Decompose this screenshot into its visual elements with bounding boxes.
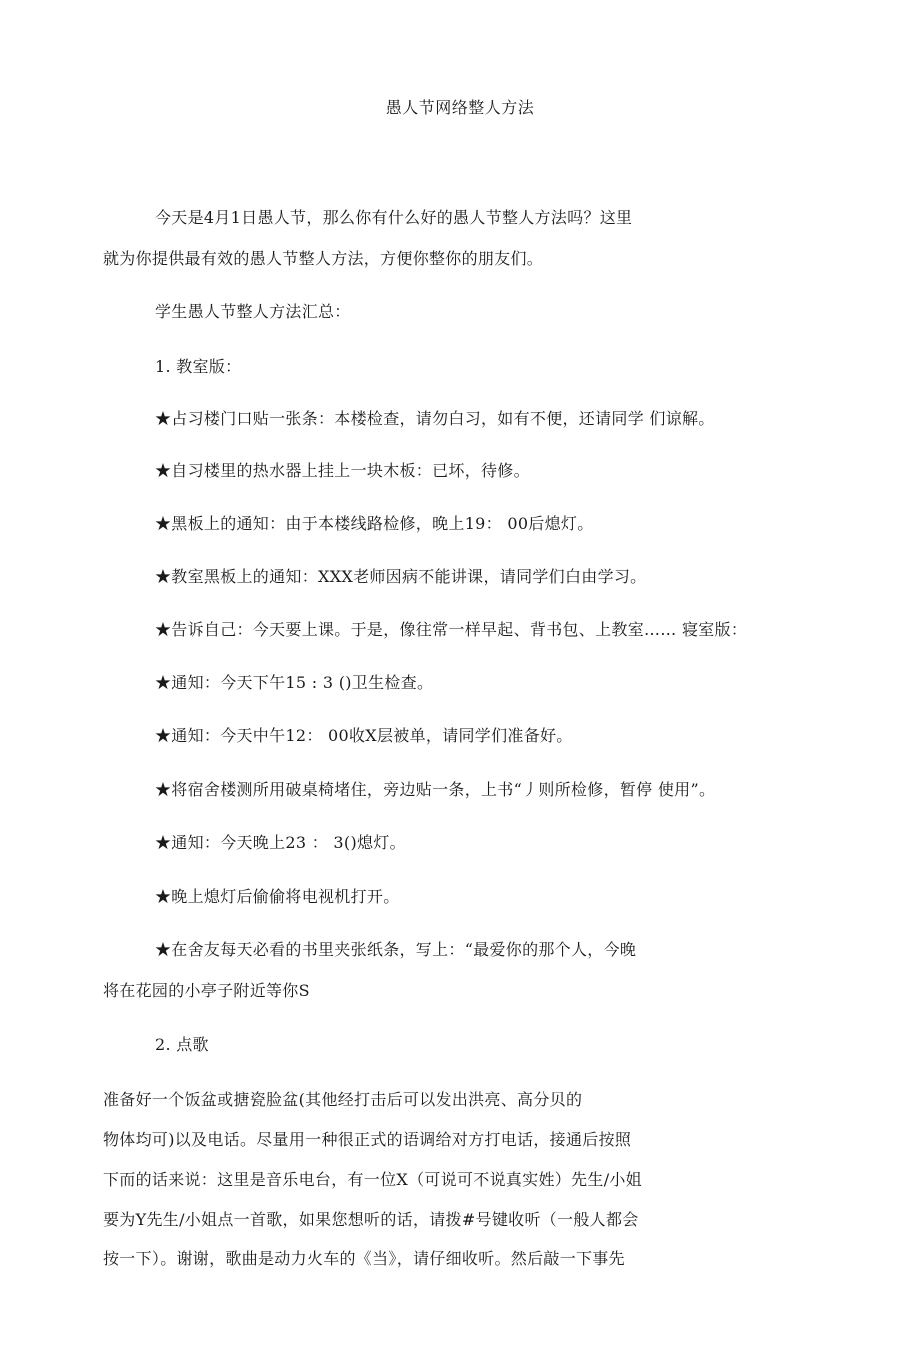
paragraph-line: 要为Y先生/小姐点一首歌，如果您想听的话，请拨#号键收听（一般人都会	[103, 1210, 639, 1229]
paragraph-line: 准备好一个饭盆或搪瓷脸盆(其他经打击后可以发出洪亮、高分贝的	[103, 1090, 583, 1109]
list-item: ★通知：今天下午15 : 3 ()卫生检查。	[155, 673, 434, 692]
list-item: ★告诉自己：今天要上课。于是，像往常一样早起、背书包、上教室…… 寝室版：	[155, 620, 748, 639]
paragraph-line: 将在花园的小亭子附近等你S	[103, 981, 310, 1000]
paragraph-line: 学生愚人节整人方法汇总：	[155, 302, 351, 321]
list-heading: 1. 教室版：	[155, 357, 242, 376]
paragraph-line: 按一下）。谢谢，歌曲是动力火车的《当》，请仔细收听。然后敲一下事先	[103, 1249, 625, 1268]
list-item: ★通知：今天晚上23 ： 3()熄灯。	[155, 833, 406, 852]
list-item: ★在舍友每天必看的书里夹张纸条，写上：“最爱你的那个人，今晚	[155, 940, 637, 959]
paragraph-line: 下而的话来说：这里是音乐电台，有一位X（可说可不说真实姓）先生/小姐	[103, 1170, 642, 1189]
paragraph-line: 物体均可)以及电话。尽量用一种很正式的语调给对方打电话，接通后按照	[103, 1130, 632, 1149]
list-item: ★自习楼里的热水器上挂上一块木板：已坏，待修。	[155, 461, 530, 480]
list-item: ★黑板上的通知：由于本楼线路检修，晚上19： 00后熄灯。	[155, 514, 594, 533]
list-item: ★将宿舍楼测所用破桌椅堵住，旁边贴一条，上书“丿则所检修，暂停 使用”。	[155, 780, 716, 799]
list-item: ★晚上熄灯后偷偷将电视机打开。	[155, 887, 400, 906]
paragraph-line: 今天是4月1日愚人节，那么你有什么好的愚人节整人方法吗？这里	[155, 208, 633, 227]
list-item: ★通知：今天中午12： 00收X层被单，请同学们准备好。	[155, 726, 573, 745]
list-item: ★占习楼门口贴一张条：本楼检查，请勿白习，如有不便，还请同学 们谅解。	[155, 409, 715, 428]
list-item: ★教室黑板上的通知：XXX老师因病不能讲课，请同学们白由学习。	[155, 567, 647, 586]
list-heading: 2. 点歌	[155, 1035, 209, 1054]
paragraph-line: 就为你提供最有效的愚人节整人方法，方便你整你的朋友们。	[103, 249, 544, 268]
document-title: 愚人节网络整人方法	[385, 98, 535, 117]
